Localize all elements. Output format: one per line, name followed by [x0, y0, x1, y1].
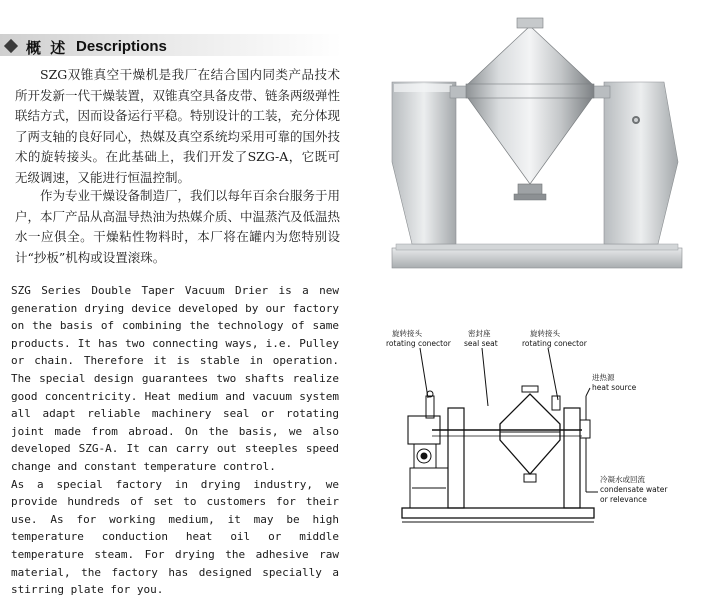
label-rotating-connector-left-cn: 旋转接头 [392, 329, 422, 338]
label-rotating-connector-right-en: rotating conector [522, 339, 587, 348]
dryer-product-photo [352, 12, 700, 280]
label-rotating-connector-left-en: rotating conector [386, 339, 451, 348]
label-rotating-connector-right-cn: 旋转接头 [530, 329, 560, 338]
label-condensate-en-1: condensate water [600, 485, 668, 494]
chinese-paragraph-1: SZG双锥真空干燥机是我厂在结合国内同类产品技术所开发新一代干燥装置，双锥真空具备皮带、链条两级弹性联结方式，因而设备运行平稳。特别设计的工装，充分体现了两支轴的良好同心，热媒及真空系统均采用可靠的国外技术的旋转接头。在此基础上，我们开发了SZG-A，它既可无级调速，又能进行恒温控制。 [15, 67, 341, 185]
english-description [11, 282, 339, 599]
dryer-base [392, 248, 682, 268]
english-paragraph-1: SZG Series Double Taper Vacuum Drier is a new generation drying device developed by our factory on the basis of combining the technology of same products. It has two connecting ways, i.e. Pulley or chain. Therefore it is stable in operation. The special design guarantees two shafts realize good concentricity. Heat medium and vacuum system all adapt reliable machinery seal or rotating joint made from abroad. On the basis, we also developed SZG-A. It can carry out steeples speed change and constant temperature control. [11, 284, 339, 473]
schematic-diagram [352, 296, 700, 554]
english-paragraph-2: As a special factory in drying industry, we provide hundreds of set to customers for their use. As for working medium, it may be high temperature conduction heat oil or middle temperature steam. For drying the adhesive raw material, the factory has designed specially a stirring plate for you. [11, 477, 339, 597]
section-title-chinese: 概 述 [26, 39, 68, 57]
label-seal-seat-cn: 密封座 [468, 329, 491, 338]
label-condensate-cn: 冷凝水或回流 [600, 475, 645, 484]
label-seal-seat-en: seal seat [464, 339, 498, 348]
chinese-paragraph-2: 作为专业干燥设备制造厂，我们以每年百余台服务于用户，本厂产品从高温导热油为热媒介质、中温蒸汽及低温热水一应俱全。干燥粘性物料时，本厂将在罐内为您特别设计“抄板”机构或设置滚珠。 [15, 188, 341, 265]
label-heat-source-en: heat source [592, 383, 637, 392]
label-condensate-en-2: or relevance [600, 495, 647, 504]
chinese-description-1 [15, 65, 340, 188]
label-heat-source-cn: 进热源 [592, 373, 615, 382]
chinese-description-2 [15, 186, 340, 268]
section-title-english: Descriptions [76, 38, 167, 55]
